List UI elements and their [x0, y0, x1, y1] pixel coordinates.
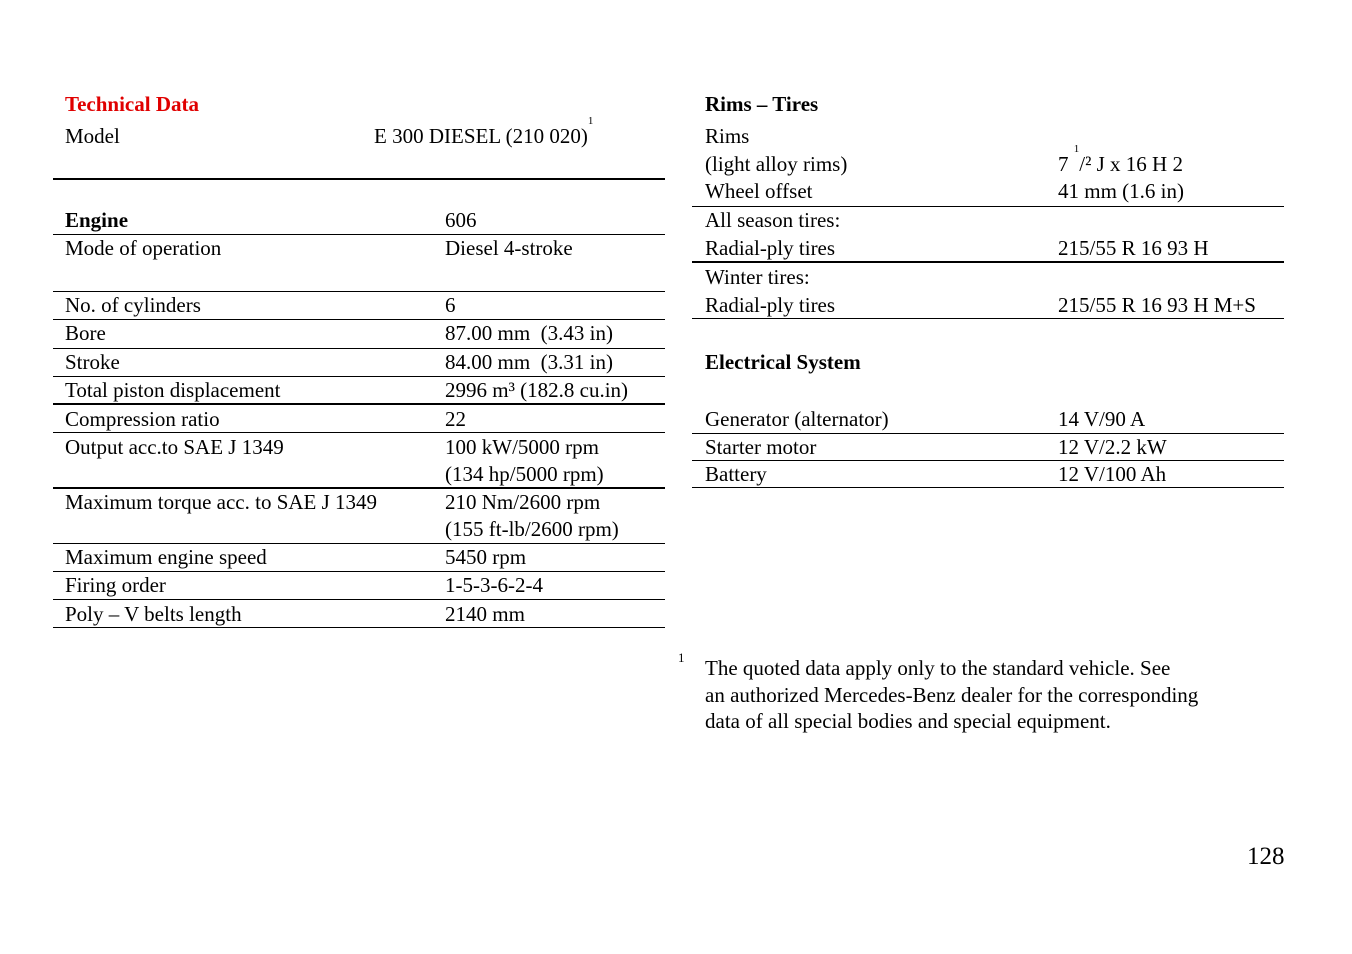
- rims-tires-heading: Rims – Tires: [705, 92, 819, 116]
- footnote-line: The quoted data apply only to the standard vehicle. See: [705, 656, 1171, 680]
- divider: [53, 178, 665, 180]
- spec-value-output-imperial: (134 hp/5000 rpm): [445, 462, 604, 486]
- wheel-offset-label: Wheel offset: [705, 179, 813, 203]
- spec-label-mode: Mode of operation: [65, 236, 222, 260]
- page-number: 128: [1247, 843, 1285, 870]
- divider: [53, 627, 665, 628]
- electrical-label-starter: Starter motor: [705, 435, 817, 459]
- spec-label-stroke: Stroke: [65, 350, 120, 374]
- spec-label-max-speed: Maximum engine speed: [65, 545, 267, 569]
- spec-value-firing-order: 1-5-3-6-2-4: [445, 573, 543, 597]
- page-title: Technical Data: [65, 92, 199, 116]
- divider: [692, 318, 1284, 319]
- spec-value-mode: Diesel 4-stroke: [445, 236, 573, 260]
- rims-label: Rims: [705, 124, 750, 148]
- divider: [692, 487, 1284, 488]
- spec-label-compression: Compression ratio: [65, 407, 220, 431]
- electrical-label-battery: Battery: [705, 462, 767, 486]
- divider: [53, 432, 665, 433]
- winter-tire-value: 215/55 R 16 93 H M+S: [1058, 293, 1256, 317]
- all-season-label: All season tires:: [705, 208, 841, 232]
- electrical-value-generator: 14 V/90 A: [1058, 407, 1146, 431]
- spec-value-output: 100 kW/5000 rpm: [445, 435, 599, 459]
- footnote-line: data of all special bodies and special equipment.: [705, 709, 1111, 733]
- footnote-mark: 1: [678, 650, 685, 665]
- spec-label-bore: Bore: [65, 321, 106, 345]
- spec-value-displacement: 2996 m³ (182.8 cu.in): [445, 378, 629, 402]
- spec-label-torque: Maximum torque acc. to SAE J 1349: [65, 490, 378, 514]
- wheel-offset-value: 41 mm (1.6 in): [1058, 179, 1184, 203]
- winter-tire-label: Radial-ply tires: [705, 293, 836, 317]
- rims-value: 7 $^1$/² J x 16 H 2: [1058, 143, 1183, 176]
- divider: [692, 261, 1284, 263]
- divider: [53, 403, 665, 405]
- spec-value-bore: 87.00 mm (3.43 in): [445, 321, 613, 345]
- rims-sub-label: (light alloy rims): [705, 152, 848, 176]
- all-season-tire-label: Radial-ply tires: [705, 236, 836, 260]
- divider: [53, 599, 665, 600]
- spec-value-stroke: 84.00 mm (3.31 in): [445, 350, 613, 374]
- electrical-label-generator: Generator (alternator): [705, 407, 889, 431]
- electrical-heading: Electrical System: [705, 350, 861, 374]
- spec-value-belt-length: 2140 mm: [445, 602, 525, 626]
- model-value: E 300 DIESEL (210 020)$^1$: [374, 115, 594, 148]
- spec-value-compression: 22: [445, 407, 466, 431]
- model-label: Model: [65, 124, 120, 148]
- spec-label-output: Output acc.to SAE J 1349: [65, 435, 284, 459]
- electrical-value-battery: 12 V/100 Ah: [1058, 462, 1167, 486]
- spec-label-displacement: Total piston displacement: [65, 378, 281, 402]
- footnote-line: an authorized Mercedes-Benz dealer for the corresponding: [705, 683, 1199, 707]
- divider: [692, 460, 1284, 461]
- spec-value-cylinders: 6: [445, 293, 456, 317]
- electrical-value-starter: 12 V/2.2 kW: [1058, 435, 1167, 459]
- all-season-tire-value: 215/55 R 16 93 H: [1058, 236, 1209, 260]
- winter-label: Winter tires:: [705, 265, 810, 289]
- spec-label-firing-order: Firing order: [65, 573, 166, 597]
- footnote-ref: 1: [587, 115, 594, 127]
- spec-label-belt-length: Poly – V belts length: [65, 602, 242, 626]
- engine-label: Engine: [65, 208, 129, 232]
- spec-value-max-speed: 5450 rpm: [445, 545, 527, 569]
- spec-label-cylinders: No. of cylinders: [65, 293, 201, 317]
- spec-value-torque-imperial: (155 ft-lb/2600 rpm): [445, 517, 619, 541]
- spec-value-torque: 210 Nm/2600 rpm: [445, 490, 601, 514]
- engine-value: 606: [445, 208, 477, 232]
